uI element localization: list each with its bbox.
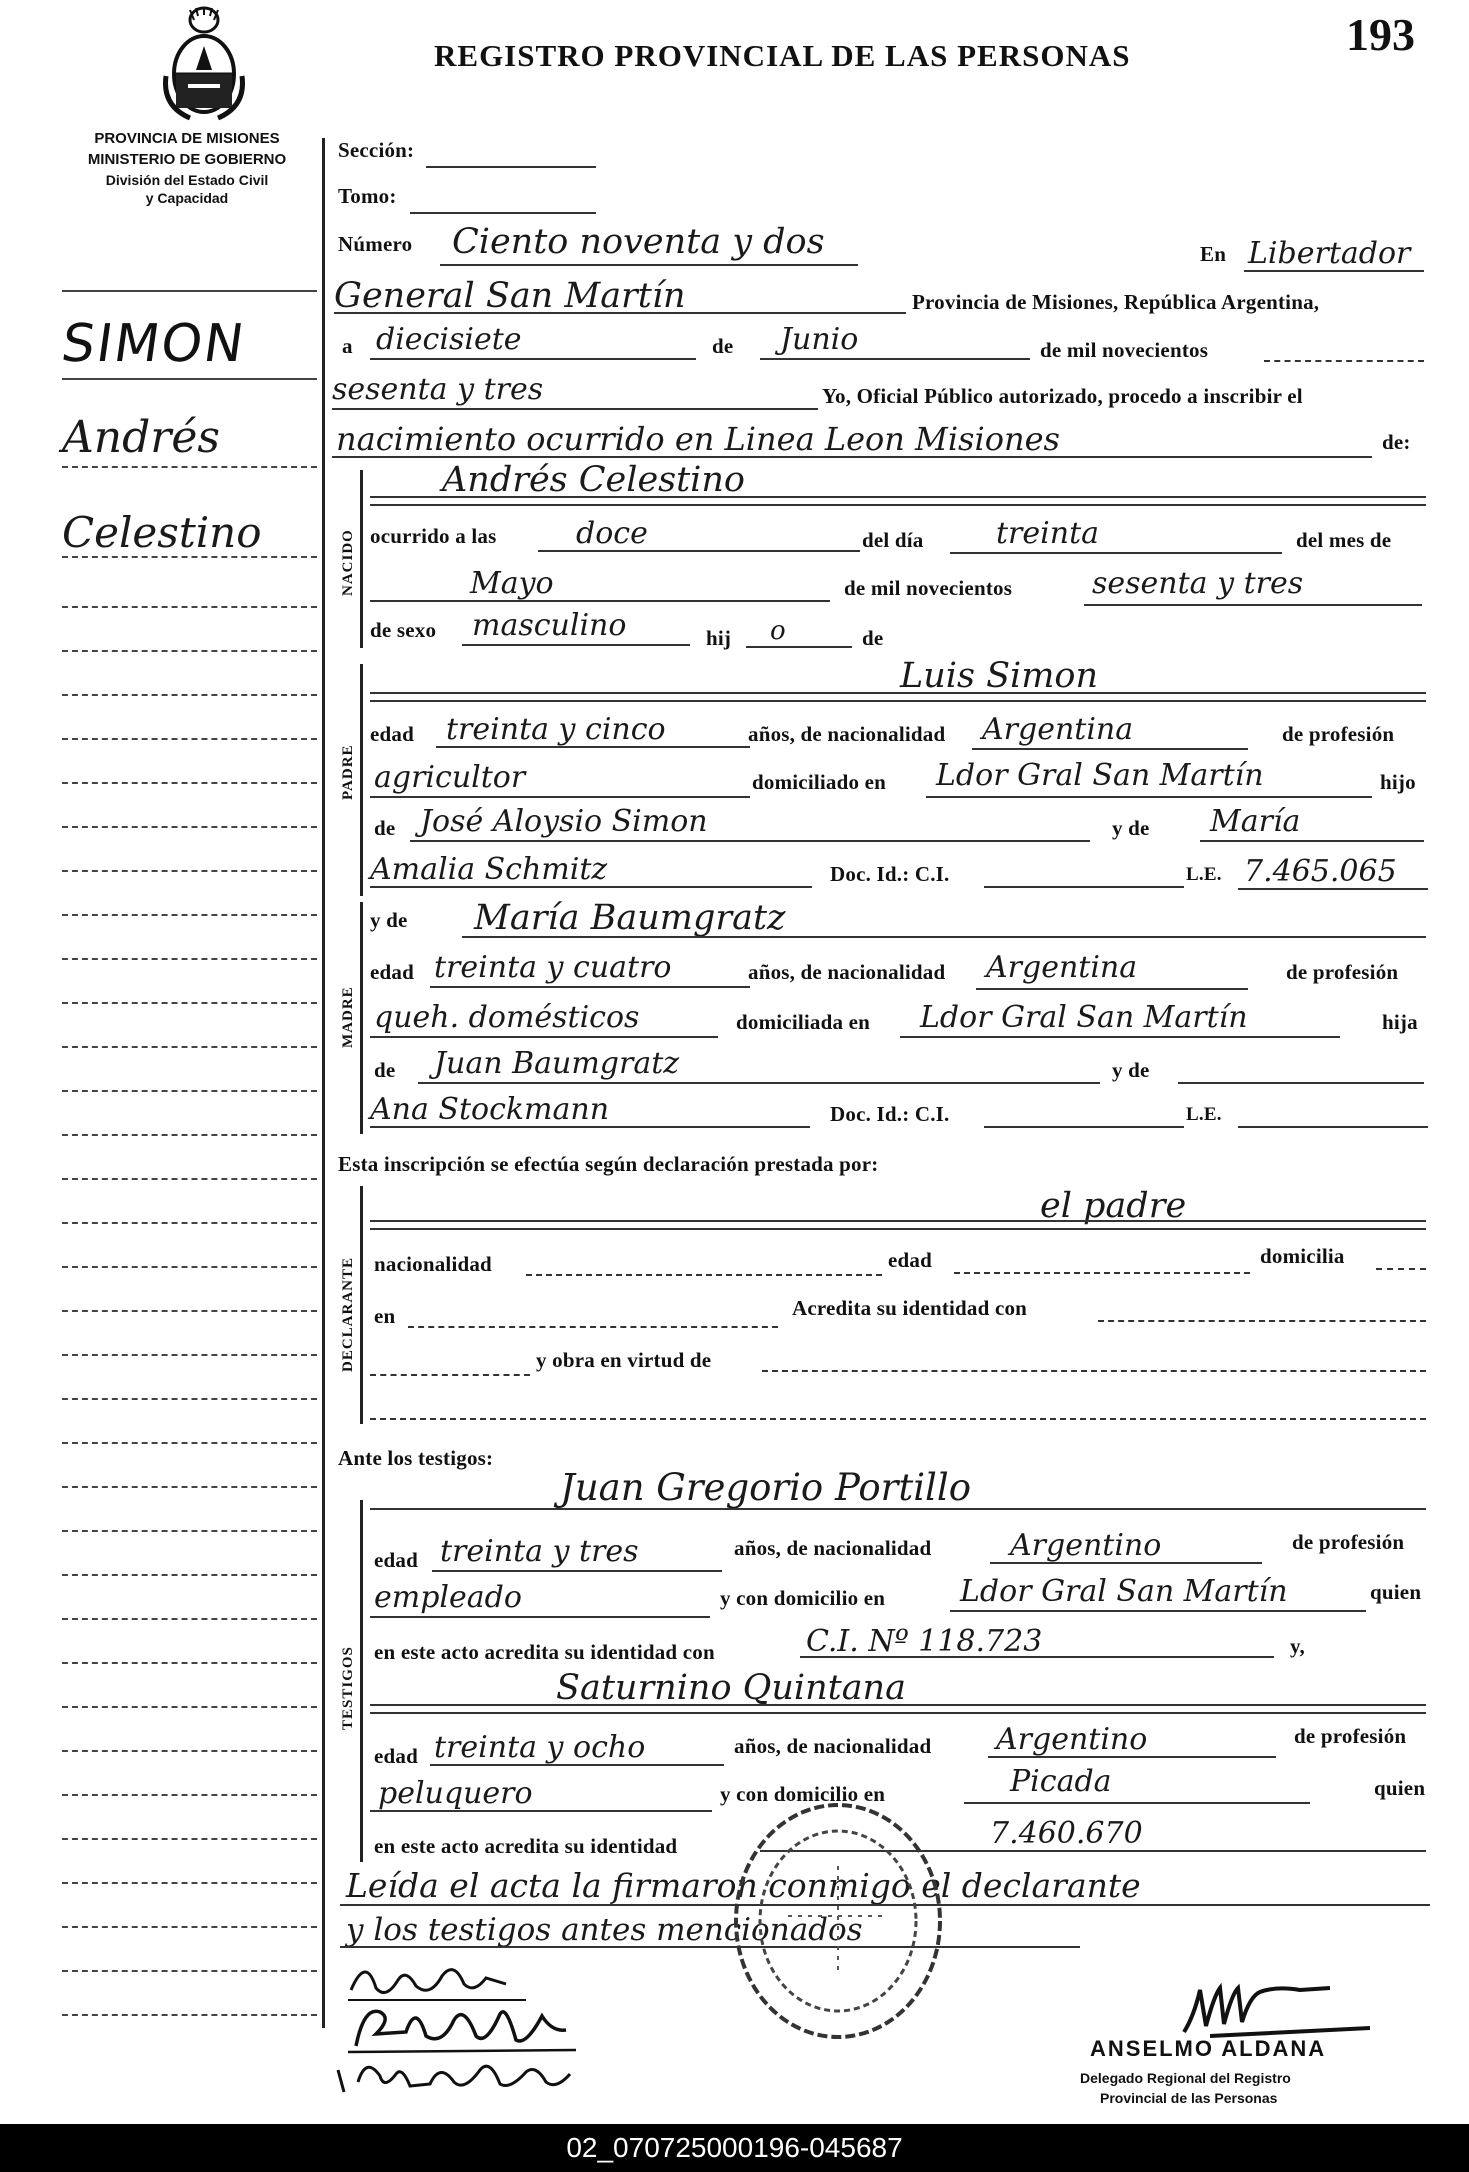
padre-bracket xyxy=(360,664,363,896)
madre-prof-value: queh. domésticos xyxy=(374,1000,640,1035)
org-block xyxy=(62,130,312,206)
org-ministry: MINISTERIO DE GOBIERNO xyxy=(87,151,287,168)
testigo1-nac-value: Argentino xyxy=(1010,1528,1162,1563)
del-mes-label: del mes de xyxy=(1296,528,1392,552)
testigo1-prof-label: de profesión xyxy=(1292,1530,1405,1554)
madre-y-de2-label: y de xyxy=(1112,1058,1150,1082)
footer-bar xyxy=(0,2124,1469,2172)
nacido-bracket xyxy=(360,470,363,648)
testigos-bracket xyxy=(360,1500,363,1862)
madre-nac-value: Argentina xyxy=(986,950,1138,985)
testigo2-edad-value: treinta y ocho xyxy=(434,1730,646,1765)
margin-vertical-rule xyxy=(322,138,325,2028)
official-seal-stamp xyxy=(728,1796,948,2051)
padre-de-label: de xyxy=(374,816,396,840)
testigo1-acred-label: en este acto acredita su identidad con xyxy=(374,1640,715,1664)
padre-dom-label: domiciliado en xyxy=(752,770,887,794)
testigo2-prof-label: de profesión xyxy=(1294,1724,1407,1748)
sexo-value: masculino xyxy=(472,608,627,643)
day-value: diecisiete xyxy=(376,322,522,357)
closing-line2: y los testigos antes mencionados xyxy=(346,1912,863,1948)
padre-edad-value: treinta y cinco xyxy=(446,712,666,747)
anio-value: sesenta y tres xyxy=(1092,566,1304,601)
declarante-edad-label: edad xyxy=(888,1248,932,1272)
de-colon-label: de: xyxy=(1382,430,1411,454)
padre-edad-label: edad xyxy=(370,722,414,746)
padre-mother-of-value2: Amalia Schmitz xyxy=(370,852,608,887)
de-label-nacido: de xyxy=(862,626,884,650)
testigo1-name: Juan Gregorio Portillo xyxy=(560,1466,971,1509)
madre-le-label: L.E. xyxy=(1186,1104,1222,1125)
footer-code: 02_070725000196-045687 xyxy=(566,2132,903,2163)
testigo1-nac-label: años, de nacionalidad xyxy=(734,1536,932,1560)
testigo2-name: Saturnino Quintana xyxy=(556,1668,906,1708)
province-text: Provincia de Misiones, República Argentina, xyxy=(912,290,1320,314)
madre-dom-label: domiciliada en xyxy=(736,1010,871,1034)
margin-name2: Celestino xyxy=(62,508,262,557)
padre-nac-label: años, de nacionalidad xyxy=(748,722,946,746)
testigo2-prof-value: peluquero xyxy=(378,1776,533,1811)
madre-de-label: de xyxy=(374,1058,396,1082)
org-province: PROVINCIA DE MISIONES xyxy=(94,130,280,147)
testigo2-nac-value: Argentino xyxy=(996,1722,1148,1757)
en-label: En xyxy=(1200,242,1227,266)
event-value: nacimiento ocurrido en Linea Leon Misiones xyxy=(336,420,1060,458)
dia-value: treinta xyxy=(996,516,1100,551)
madre-mother-of-value: Ana Stockmann xyxy=(370,1092,610,1127)
padre-prof-value: agricultor xyxy=(374,760,526,795)
padre-section-label: PADRE xyxy=(340,744,356,800)
testigos-section-label: TESTIGOS xyxy=(340,1646,356,1730)
madre-section-label: MADRE xyxy=(340,986,356,1048)
declarante-nac-label: nacionalidad xyxy=(374,1252,492,1276)
page-number: 193 xyxy=(1346,9,1415,60)
testigo2-dom-label: y con domicilio en xyxy=(720,1782,886,1806)
testigo1-edad-value: treinta y tres xyxy=(440,1534,639,1569)
declarante-intro: Esta inscripción se efectúa según declaración prestada por: xyxy=(338,1152,879,1176)
madre-hija-label: hija xyxy=(1382,1010,1418,1034)
madre-doc-label: Doc. Id.: C.I. xyxy=(830,1102,950,1126)
mes-value: Mayo xyxy=(470,566,554,601)
madre-dom-value: Ldor Gral San Martín xyxy=(920,1000,1248,1035)
closing-line1: Leída el acta la firmaron conmigo el declarante xyxy=(346,1866,1141,1905)
padre-dom-value: Ldor Gral San Martín xyxy=(936,758,1264,793)
nacido-name-value: Andrés Celestino xyxy=(442,460,745,500)
coat-of-arms-seal xyxy=(160,6,248,124)
padre-mother-of-value: María xyxy=(1210,804,1301,839)
declarante-dom-label: domicilia xyxy=(1260,1244,1345,1268)
mil-label: de mil novecientos xyxy=(844,576,1013,600)
ocurrido-label: ocurrido a las xyxy=(370,524,497,548)
padre-y-de-label: y de xyxy=(1112,816,1150,840)
padre-father-of-value: José Aloysio Simon xyxy=(420,804,708,839)
testigo2-quien-label: quien xyxy=(1374,1776,1426,1800)
declarante-section-label: DECLARANTE xyxy=(340,1256,356,1372)
madre-father-of-value: Juan Baumgratz xyxy=(434,1046,680,1081)
padre-prof-label: de profesión xyxy=(1282,722,1395,746)
madre-edad-value: treinta y cuatro xyxy=(434,950,672,985)
testigo2-acred-value: 7.460.670 xyxy=(990,1816,1143,1851)
official-name: ANSELMO ALDANA xyxy=(1090,2036,1327,2061)
de-label: de xyxy=(712,334,734,358)
signature-testigo2 xyxy=(330,2046,650,2103)
madre-nac-label: años, de nacionalidad xyxy=(748,960,946,984)
official-title2: Provincial de las Personas xyxy=(1100,2090,1278,2106)
year-prefix: de mil novecientos xyxy=(1040,338,1209,362)
hij-label: hij xyxy=(706,626,732,650)
testigo2-nac-label: años, de nacionalidad xyxy=(734,1734,932,1758)
margin-surname: SIMON xyxy=(57,314,250,374)
org-capacity: y Capacidad xyxy=(145,190,229,206)
nacido-section-label: NACIDO xyxy=(340,529,356,596)
seccion-label: Sección: xyxy=(338,138,415,162)
page-title: REGISTRO PROVINCIAL DE LAS PERSONAS xyxy=(434,38,1131,73)
madre-prof-label: de profesión xyxy=(1286,960,1399,984)
padre-nac-value: Argentina xyxy=(982,712,1134,747)
testigo1-dom-value: Ldor Gral San Martín xyxy=(960,1574,1288,1609)
en-value: Libertador xyxy=(1248,236,1411,271)
a-label: a xyxy=(342,334,353,358)
declarante-value: el padre xyxy=(1040,1186,1187,1226)
official-title1: Delegado Regional del Registro xyxy=(1080,2070,1291,2086)
tomo-label: Tomo: xyxy=(338,184,397,208)
del-dia-label: del día xyxy=(862,528,924,552)
testigo1-prof-value: empleado xyxy=(374,1580,522,1615)
sexo-label: de sexo xyxy=(370,618,437,642)
testigo2-acred-label: en este acto acredita su identidad xyxy=(374,1834,678,1858)
month-value: Junio xyxy=(780,322,859,357)
testigo-y-label: y, xyxy=(1290,1634,1305,1658)
hij-suffix: o xyxy=(770,616,786,646)
madre-edad-label: edad xyxy=(370,960,414,984)
declarante-bracket xyxy=(360,1186,363,1424)
testigo2-dom-value: Picada xyxy=(1010,1764,1112,1799)
testigo1-edad-label: edad xyxy=(374,1548,418,1572)
org-division: División del Estado Civil xyxy=(105,172,269,188)
officer-text: Yo, Oficial Público autorizado, procedo a inscribir el xyxy=(822,384,1303,408)
numero-label: Número xyxy=(338,232,413,256)
madre-y-de-label: y de xyxy=(370,908,408,932)
numero-value: Ciento noventa y dos xyxy=(452,222,825,262)
madre-bracket xyxy=(360,902,363,1134)
declarante-acredita-label: Acredita su identidad con xyxy=(792,1296,1028,1320)
padre-name-value: Luis Simon xyxy=(900,656,1099,696)
testigo1-acred-value: C.I. Nº 118.723 xyxy=(806,1624,1043,1659)
place-value: General San Martín xyxy=(334,276,686,316)
testigo2-edad-label: edad xyxy=(374,1744,418,1768)
declarante-obra-label: y obra en virtud de xyxy=(536,1348,712,1372)
hora-value: doce xyxy=(576,516,648,551)
testigo1-quien-label: quien xyxy=(1370,1580,1422,1604)
padre-le-value: 7.465.065 xyxy=(1244,854,1397,889)
padre-le-label: L.E. xyxy=(1186,864,1222,885)
declarante-en-label: en xyxy=(374,1304,396,1328)
madre-name-value: María Baumgratz xyxy=(474,898,786,938)
padre-hijo-label: hijo xyxy=(1380,770,1416,794)
year-value: sesenta y tres xyxy=(332,372,544,407)
padre-doc-label: Doc. Id.: C.I. xyxy=(830,862,950,886)
testigo1-dom-label: y con domicilio en xyxy=(720,1586,886,1610)
margin-name1: Andrés xyxy=(62,412,220,463)
testigos-intro: Ante los testigos: xyxy=(338,1446,494,1470)
